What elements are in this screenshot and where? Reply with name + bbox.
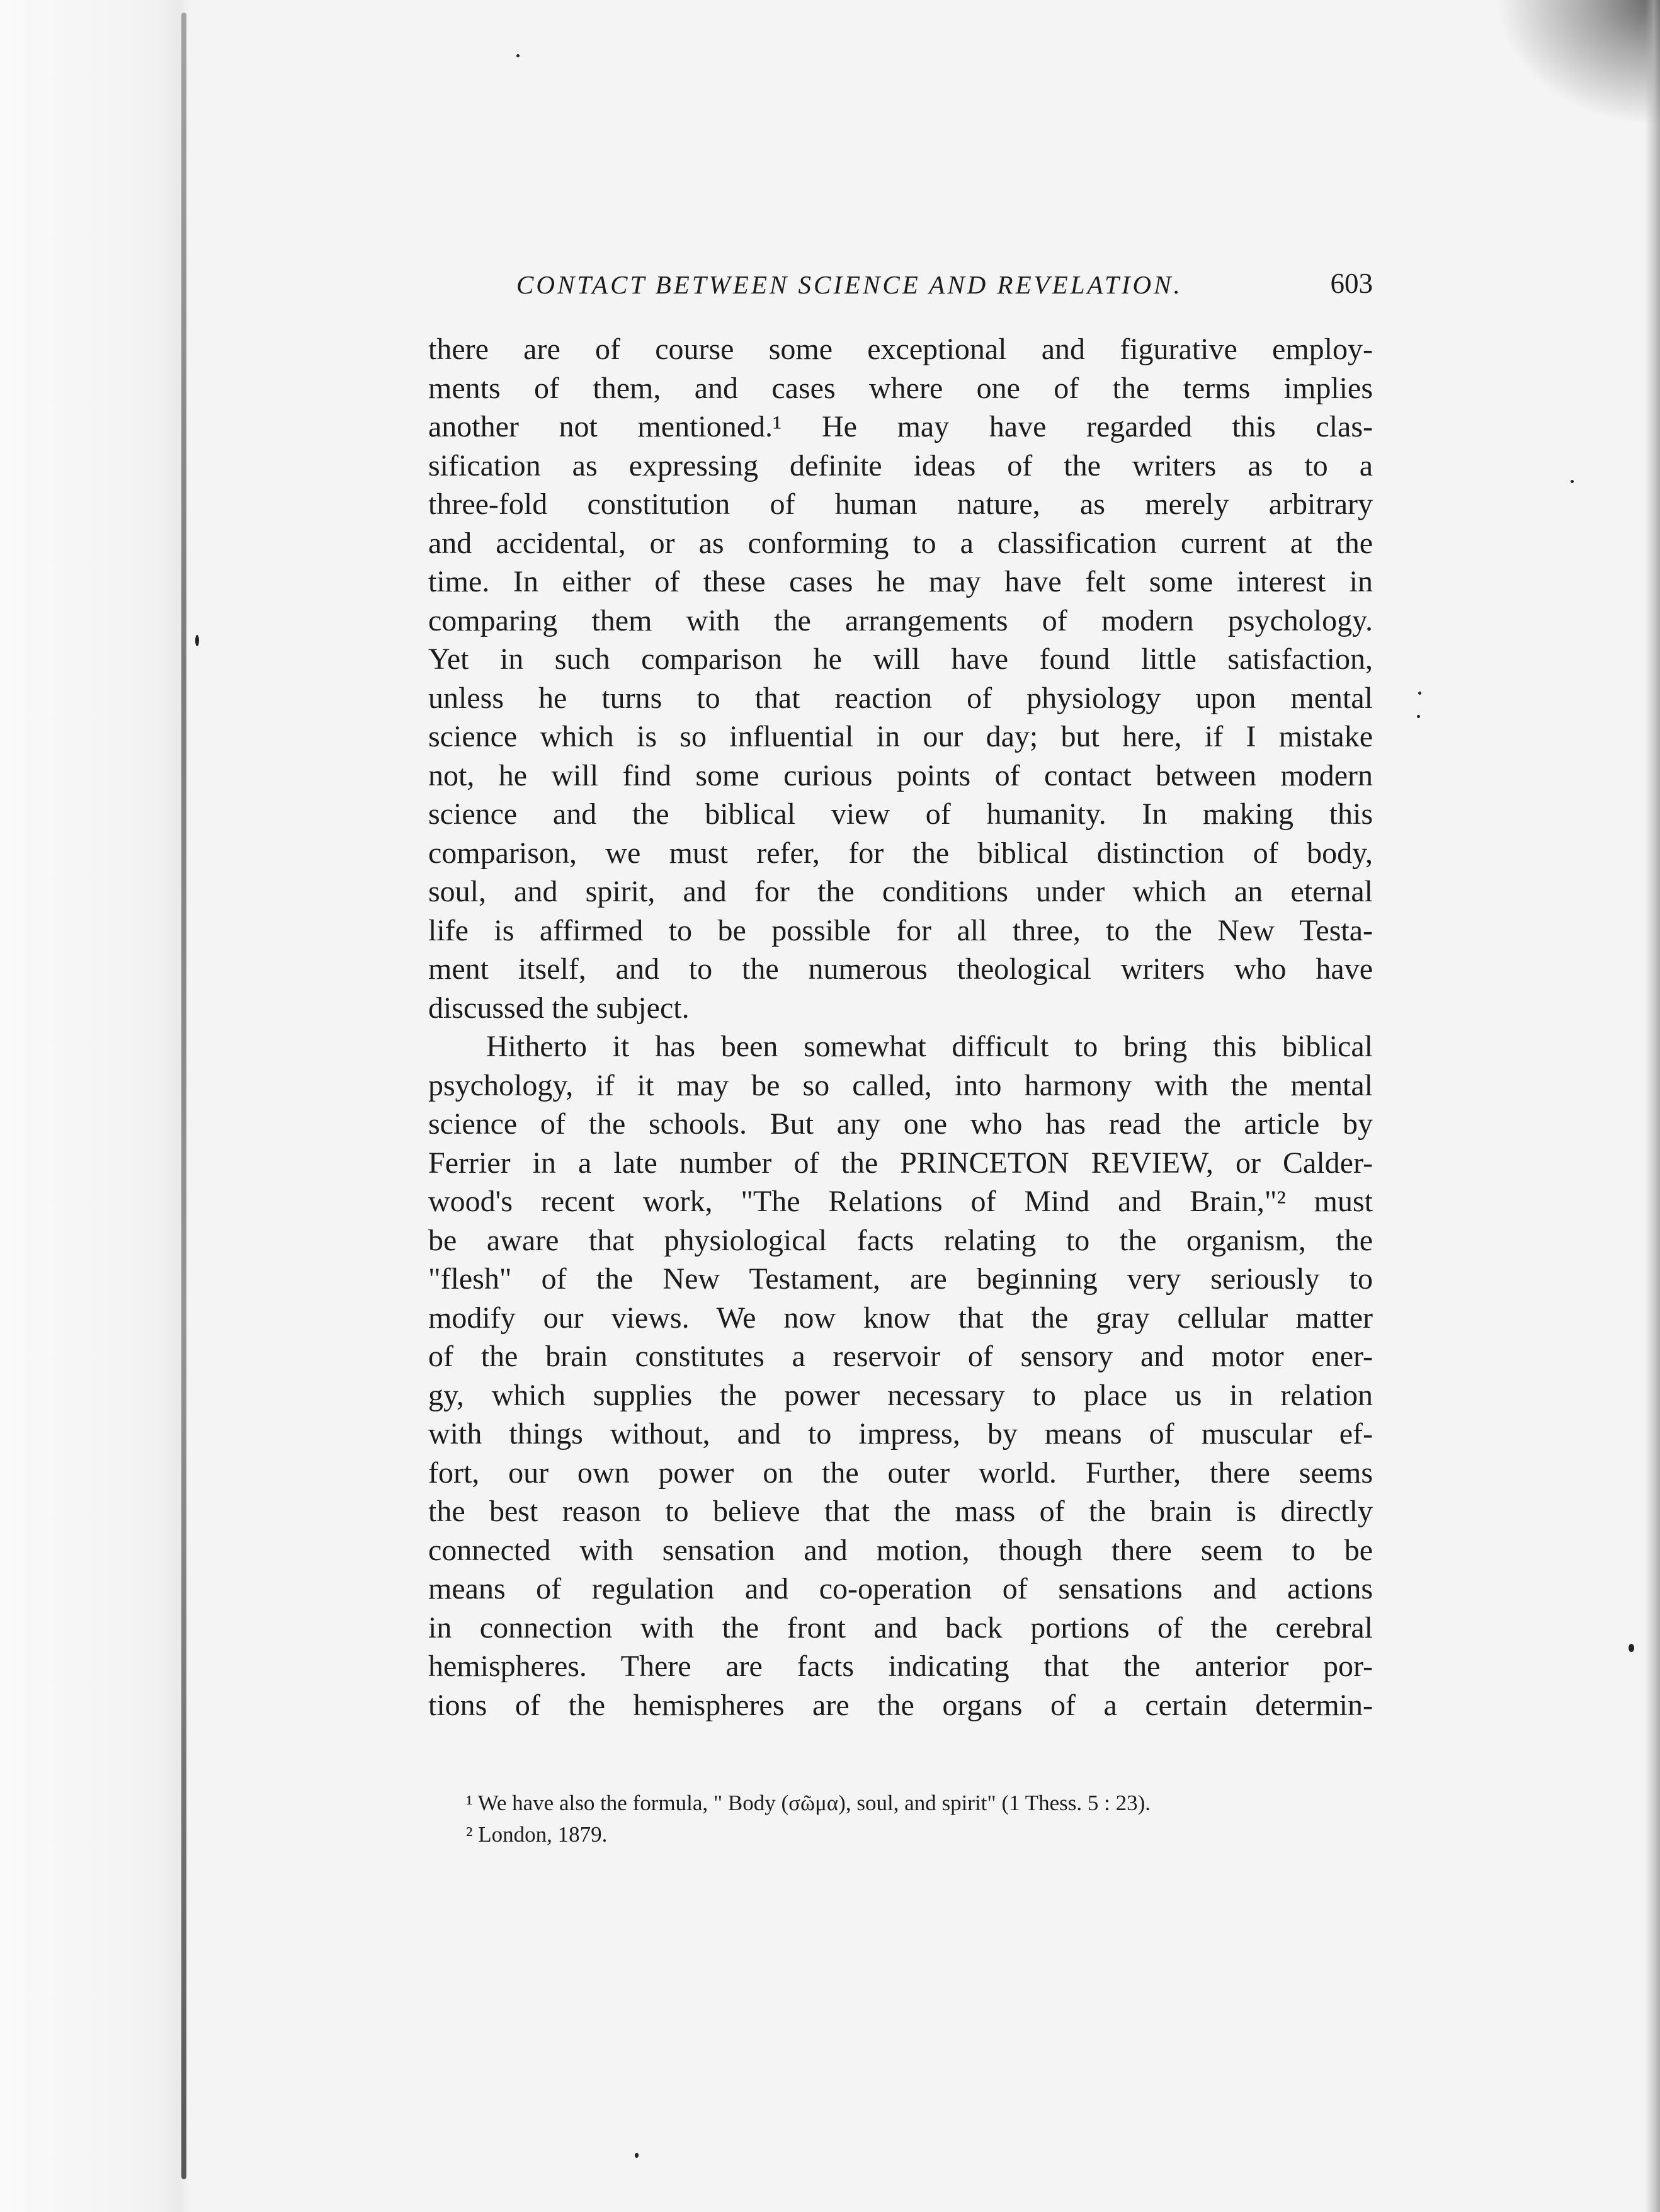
text-line: with things without, and to impress, by means of muscular ef- [428, 1417, 1373, 1451]
text-line: wood's recent work, "The Relations of Mind and Brain,"² must [428, 1185, 1373, 1218]
text-line: another not mentioned.¹ He may have regarded this clas- [428, 410, 1373, 443]
text-line: Ferrier in a late number of the PRINCETON REVIEW, or Calder- [428, 1146, 1373, 1180]
text-line: science which is so influential in our day; but here, if I mistake [428, 720, 1373, 753]
text-line: modify our views. We now know that the gray cellular matter [428, 1301, 1373, 1335]
paragraph-start-line: Hitherto it has been somewhat difficult to bring this biblical [486, 1030, 1373, 1063]
text-line: three-fold constitution of human nature, as merely arbitrary [428, 487, 1373, 521]
paragraph-end-line: discussed the subject. [428, 991, 690, 1025]
text-line: science and the biblical view of humanity. In making this [428, 797, 1373, 831]
text-line: sification as expressing definite ideas of the writers as to a [428, 448, 1373, 482]
text-line: be aware that physiological facts relating to the organism, the [428, 1223, 1373, 1257]
binding-shadow-line [181, 13, 186, 2179]
scan-speck [1418, 692, 1421, 695]
text-line: tions of the hemispheres are the organs of a certain determin- [428, 1688, 1373, 1722]
text-line: ments of them, and cases where one of the terms implies [428, 371, 1373, 405]
text-line: science of the schools. But any one who has read the article by [428, 1107, 1373, 1141]
text-line: life is affirmed to be possible for all three, to the New Testa- [428, 913, 1373, 947]
text-line: unless he turns to that reaction of physiology upon mental [428, 681, 1373, 715]
scan-speck [635, 2153, 639, 2158]
text-line: comparing them with the arrangements of modern psychology. [428, 603, 1373, 637]
footnotes [466, 1787, 1373, 1850]
scan-speck [1417, 715, 1420, 718]
footnote-2: ² London, 1879. [466, 1822, 608, 1847]
text-line: not, he will find some curious points of contact between modern [428, 758, 1373, 792]
corner-shadow [1496, 0, 1660, 126]
text-line: soul, and spirit, and for the conditions under which an eternal [428, 875, 1373, 908]
text-line: gy, which supplies the power necessary to place us in relation [428, 1378, 1373, 1412]
scan-speck [516, 54, 520, 57]
text-line: in connection with the front and back portions of the cerebral [428, 1611, 1373, 1645]
text-line: the best reason to believe that the mass of the brain is directly [428, 1495, 1373, 1528]
text-line: and accidental, or as conforming to a classification current at the [428, 526, 1373, 560]
text-line: there are of course some exceptional and figurative employ- [428, 333, 1373, 366]
text-line: means of regulation and co-operation of sensations and actions [428, 1572, 1373, 1605]
text-line: Yet in such comparison he will have found little satisfaction, [428, 642, 1373, 676]
body-text [428, 330, 1373, 1725]
footnote-1: ¹ We have also the formula, " Body (σῶμα), soul, and spirit" (1 Thess. 5 : 23). [466, 1791, 1151, 1815]
text-line: fort, our own power on the outer world. Further, there seems [428, 1456, 1373, 1490]
scan-speck [1571, 480, 1574, 483]
text-line: "flesh" of the New Testament, are beginning very seriously to [428, 1262, 1373, 1296]
page-number: 603 [1330, 268, 1373, 299]
text-line: comparison, we must refer, for the biblical distinction of body, [428, 836, 1373, 870]
running-head [428, 270, 1373, 307]
scan-speck [195, 635, 199, 646]
text-line: ment itself, and to the numerous theological writers who have [428, 952, 1373, 986]
running-title: CONTACT BETWEEN SCIENCE AND REVELATION. [516, 270, 1183, 299]
text-line: connected with sensation and motion, though there seem to be [428, 1533, 1373, 1567]
scan-speck [1629, 1644, 1634, 1652]
text-line: time. In either of these cases he may have felt some interest in [428, 565, 1373, 598]
right-page-edge [1645, 0, 1660, 2212]
text-line: of the brain constitutes a reservoir of sensory and motor ener- [428, 1340, 1373, 1373]
binding-edge [0, 0, 189, 2212]
text-line: hemispheres. There are facts indicating that the anterior por- [428, 1650, 1373, 1683]
text-line: psychology, if it may be so called, into harmony with the mental [428, 1068, 1373, 1102]
